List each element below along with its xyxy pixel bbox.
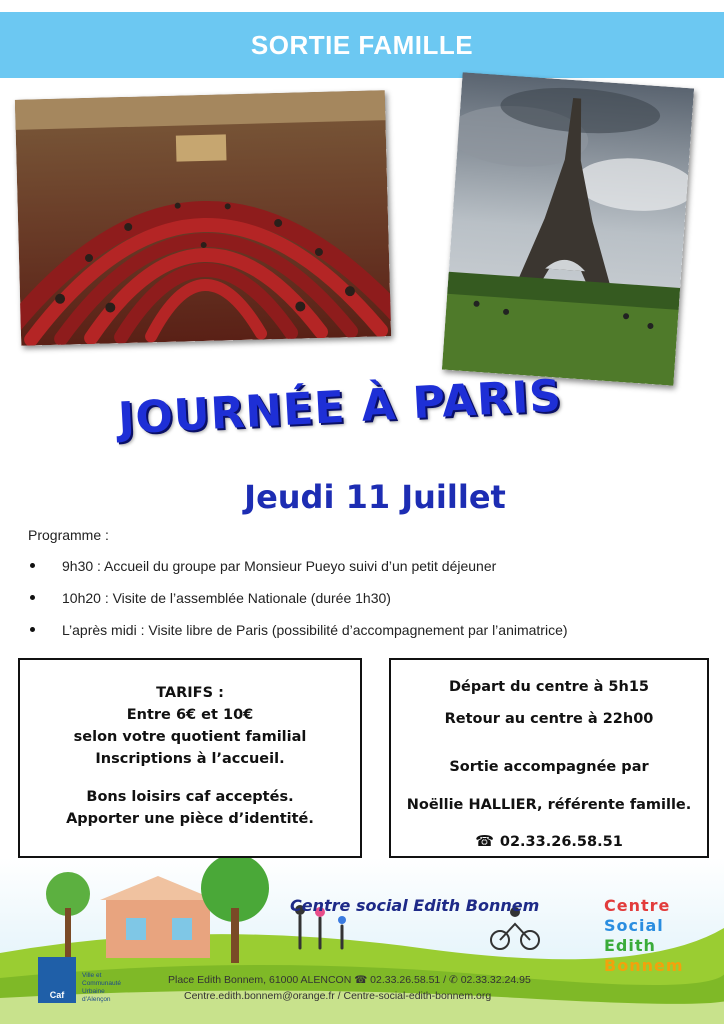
program-heading: Programme : <box>28 527 109 543</box>
tarifs-identity: Apporter une pièce d’identité. <box>66 811 314 827</box>
ville-alencon-logo: Ville et Communauté Urbaine d’Alençon <box>82 972 122 1003</box>
bullet-icon <box>30 563 35 568</box>
center-web[interactable]: Centre.edith.bonnem@orange.fr / Centre-social-edith-bonnem.org <box>184 990 492 1002</box>
logo-line: Centre <box>604 896 671 915</box>
center-address: Place Edith Bonnem, 61000 ALENCON ☎ 02.33.26.58.51 / ✆ 02.33.32.24.95 <box>168 974 531 986</box>
logo-line: Bonnem <box>604 956 684 975</box>
phone-number[interactable]: 02.33.26.58.51 <box>499 834 623 850</box>
banner-title: SORTIE FAMILLE <box>250 29 474 60</box>
return-time: Retour au centre à 22h00 <box>444 711 654 727</box>
eiffel-tower-photo <box>442 72 694 385</box>
main-title: JOURNÉE À PARIS <box>116 370 564 445</box>
list-item: L’après midi : Visite libre de Paris (possibilité d’accompagnement par l’animatrice) <box>28 620 568 652</box>
referent-name: Noëllie HALLIER, référente famille. <box>406 797 692 813</box>
phone-line <box>391 830 707 853</box>
phone-icon: ☎ <box>475 832 494 850</box>
departure-time: Départ du centre à 5h15 <box>448 679 650 695</box>
tarifs-inscription: Inscriptions à l’accueil. <box>95 751 285 767</box>
bullet-icon <box>30 595 35 600</box>
tarifs-caf: Bons loisirs caf acceptés. <box>86 789 294 805</box>
assemblee-nationale-photo <box>15 90 391 346</box>
depart-box <box>389 658 709 858</box>
logo-line: Edith <box>604 936 656 955</box>
program-list <box>28 556 568 652</box>
header-banner <box>0 12 724 78</box>
bullet-icon <box>30 627 35 632</box>
tarifs-price: Entre 6€ et 10€ <box>126 707 254 723</box>
logo-line: Social <box>604 916 664 935</box>
tarifs-box <box>18 658 362 858</box>
centre-social-logo <box>604 896 714 982</box>
accompanied-label: Sortie accompagnée par <box>449 759 649 775</box>
tarifs-condition: selon votre quotient familial <box>73 729 307 745</box>
center-name: Centre social Edith Bonnem <box>290 896 540 915</box>
caf-logo: Caf <box>38 957 76 1003</box>
list-item: 9h30 : Accueil du groupe par Monsieur Pueyo suivi d’un petit déjeuner <box>28 556 568 588</box>
event-date: Jeudi 11 Juillet <box>244 478 506 516</box>
tarifs-title: TARIFS : <box>156 685 224 701</box>
list-item: 10h20 : Visite de l’assemblée Nationale (durée 1h30) <box>28 588 568 620</box>
